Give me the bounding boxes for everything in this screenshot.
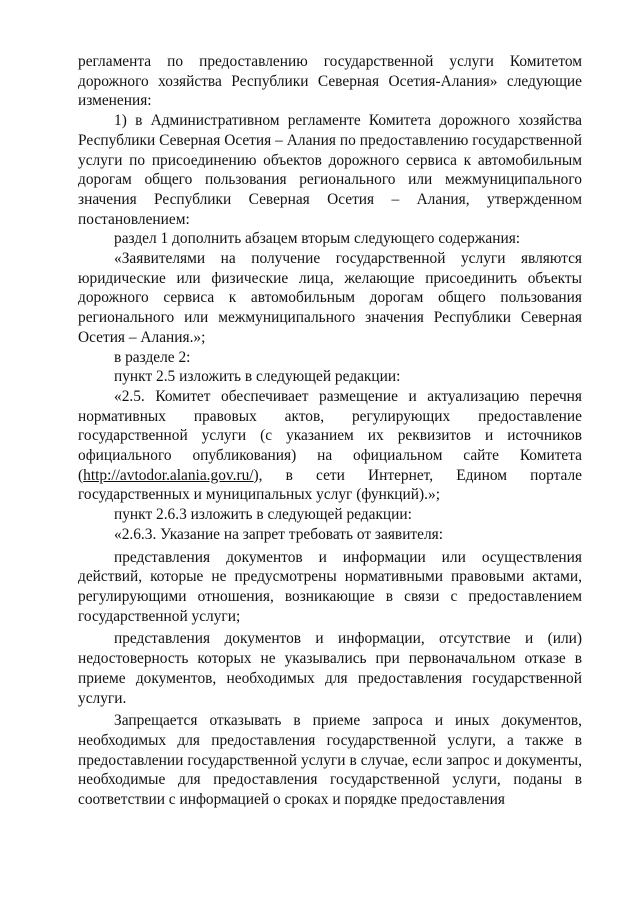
document-page <box>78 52 582 810</box>
paragraph-item-2-5-instruction: пункт 2.5 изложить в следующей редакции: <box>114 368 401 386</box>
item-2-5-text-before: «2.5. Комитет обеспечивает размещение и актуализацию перечня нормативных правовых актов, регулирующих предоставление государственной услуги (с указанием их реквизитов и источников официального опубликования) на официальном сайте Комитета ( <box>78 387 582 484</box>
paragraph-section-1-instruction: раздел 1 дополнить абзацем вторым следующего содержания: <box>114 230 521 248</box>
paragraph-amendment-1: 1) в Административном регламенте Комитета дорожного хозяйства Республики Северная Осетия – Алания по предоставлению государственной услуги по присоединению объектов дорожного сервиса к автомобильным дорогам общего пользования регионального или межмуниципального значения Республики Северная Осетия – Алания, утвержденном постановлением: <box>78 112 582 228</box>
paragraph-applicants-quote: «Заявителями на получение государственной услуги являются юридические или физические лица, желающие присоединить объекты дорожного сервиса к автомобильным дорогам общего пользования регионального или межмуниципального значения Республики Северная Осетия – Алания.»; <box>78 250 582 346</box>
paragraph-prohibition-2: представления документов и информации, отсутствие и (или) недостоверность которых не указывались при первоначальном отказе в приеме документов, необходимых для предоставления государственной услуги. <box>78 630 582 707</box>
item-2-5-text-after: ), в сети Интернет, Едином портале государственных и муниципальных услуг (функций).»; <box>78 466 582 504</box>
committee-website-link[interactable]: http://avtodor.alania.gov.ru/ <box>83 466 254 484</box>
paragraph-item-2-6-3-heading: «2.6.3. Указание на запрет требовать от заявителя: <box>114 525 444 543</box>
paragraph-prohibition-1: представления документов и информации или осуществления действий, которые не предусмотрены нормативными правовыми актами, регулирующими отношения, возникающие в связи с предоставлением государственной услуги; <box>78 548 582 625</box>
paragraph-refusal-prohibition: Запрещается отказывать в приеме запроса и иных документов, необходимых для предоставления государственной услуги, а также в предоставлении государственной услуги в случае, если запрос и документы, необходимые для предоставления государственной услуги, поданы в соответствии с информацией о сроках и порядке предоставления <box>78 712 582 809</box>
paragraph-intro-continuation: регламента по предоставлению государственной услуги Комитетом дорожного хозяйства Республики Северная Осетия-Алания» следующие изменения: <box>78 53 582 110</box>
paragraph-item-2-6-3-instruction: пункт 2.6.3 изложить в следующей редакции: <box>114 506 412 524</box>
paragraph-item-2-5-text <box>78 387 582 505</box>
paragraph-section-2-heading: в разделе 2: <box>114 348 191 366</box>
